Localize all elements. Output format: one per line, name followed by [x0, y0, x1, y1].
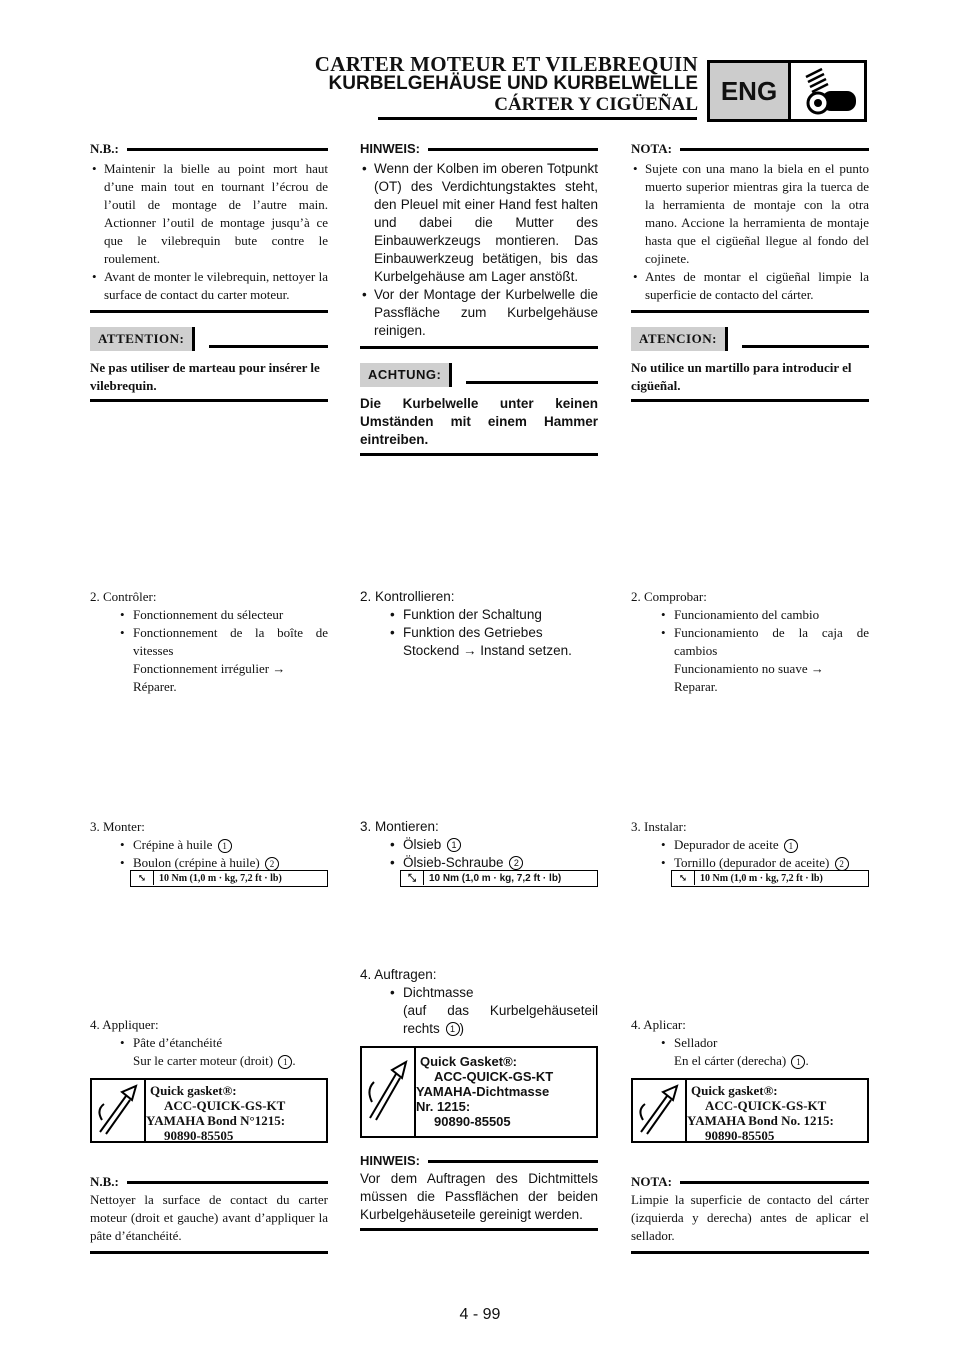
- es-warning-text: No utilice un martillo para introducir el cigüeñal.: [631, 360, 852, 393]
- es-step4-sub: En el cárter (derecha): [674, 1053, 787, 1068]
- de-sealant-code: ACC-QUICK-GS-KT: [434, 1069, 554, 1084]
- de-torque-spec: [400, 870, 598, 887]
- de-note2-label: HINWEIS:: [360, 1153, 420, 1168]
- torque-wrench-icon: ⤡: [131, 871, 154, 885]
- callout-1: 1: [447, 838, 461, 852]
- page-number: 4 - 99: [459, 1306, 501, 1323]
- title-german: KURBELGEHÄUSE UND KURBELWELLE: [328, 73, 698, 94]
- de-step3-title: 3. Montieren:: [360, 819, 439, 834]
- es-note-label: NOTA:: [631, 141, 672, 156]
- es-step-4: 4. Aplicar: • Sellador En el cárter (derecha) 1 .: [631, 1016, 869, 1070]
- section-badge: [707, 60, 867, 122]
- fr-step-2: [90, 588, 328, 696]
- es-torque-spec: [671, 870, 869, 887]
- fr-warning-end-rule: [90, 399, 328, 402]
- es-sealant-part: 90890-85505: [705, 1128, 775, 1143]
- es-note-block: [631, 140, 869, 402]
- fr-sealant-code: ACC-QUICK-GS-KT: [164, 1098, 286, 1113]
- fr-step3-item: Boulon (crépine à huile): [133, 855, 260, 870]
- fr-step-3: [90, 818, 328, 872]
- fr-sealant-part: 90890-85505: [164, 1128, 234, 1143]
- fr-step4-item: • Pâte d’étanchéité: [90, 1034, 328, 1052]
- es-note2-block: [631, 1173, 869, 1254]
- de-step2-item: • Funktion der Schaltung: [360, 606, 598, 624]
- de-note2-text: Vor dem Auftragen des Dichtmittels müssen die Passflächen der beiden Kurbelgehäuseteile gereinigt werden.: [360, 1171, 598, 1222]
- de-note-item: • Vor der Montage der Kurbelwelle die Passfläche zum Kurbelgehäuse reinigen.: [360, 286, 598, 340]
- es-note2-label: NOTA:: [631, 1174, 672, 1189]
- fr-note-item: • Avant de monter le vilebrequin, nettoyer la surface de contact du carter moteur.: [90, 268, 328, 304]
- title-spanish: CÁRTER Y CIGÜEÑAL: [494, 94, 698, 115]
- fr-step2-sub: Fonctionnement irrégulier →: [133, 661, 286, 676]
- es-step2-item: • Funcionamiento del cambio: [631, 606, 869, 624]
- sealant-tool-icon: [92, 1080, 146, 1141]
- de-sealant-part: 90890-85505: [434, 1114, 511, 1129]
- es-sealant-code: ACC-QUICK-GS-KT: [705, 1098, 827, 1113]
- callout-1: 1: [218, 839, 232, 853]
- callout-1: 1: [446, 1022, 460, 1036]
- de-note-label: HINWEIS:: [360, 141, 420, 156]
- fr-step4-sub: Sur le carter moteur (droit): [133, 1053, 274, 1068]
- es-note-item: • Antes de montar el cigüeñal limpie la superficie de contacto del cárter.: [631, 268, 869, 304]
- de-step-2: [360, 588, 598, 660]
- header-rule: [378, 117, 697, 120]
- de-step2-item: • Funktion des Getriebes: [360, 624, 598, 642]
- es-step-2: [631, 588, 869, 696]
- de-step4-item: • Dichtmasse: [360, 984, 598, 1002]
- fr-sealant-name: Quick gasket®:: [150, 1083, 237, 1098]
- es-step2-sub: Funcionamiento no suave →: [674, 661, 824, 676]
- es-step3-item: Tornillo (depurador de aceite): [674, 855, 830, 870]
- callout-1: 1: [791, 1055, 805, 1069]
- de-warning-label: ACHTUNG:: [360, 363, 452, 387]
- fr-warning-text: Ne pas utiliser de marteau pour insérer le vilebrequin.: [90, 360, 320, 393]
- de-step3-item: Ölsieb-Schraube: [403, 855, 504, 870]
- callout-2: 2: [265, 857, 279, 871]
- sealant-tool-icon: [633, 1080, 687, 1141]
- es-step3-item: Depurador de aceite: [674, 837, 779, 852]
- es-step2-title: 2. Comprobar:: [631, 589, 707, 604]
- callout-1: 1: [784, 839, 798, 853]
- torque-wrench-icon: ⤡: [401, 871, 424, 885]
- fr-step3-item: Crépine à huile: [133, 837, 213, 852]
- fr-sealant-box: [90, 1078, 328, 1143]
- es-step2-sub: Reparar.: [674, 679, 718, 694]
- fr-note-block: [90, 140, 328, 402]
- de-step4-title: 4. Auftragen:: [360, 967, 437, 982]
- es-sealant-name: Quick gasket®:: [691, 1083, 778, 1098]
- fr-step2-sub: Réparer.: [133, 679, 177, 694]
- fr-note-end-rule: [90, 310, 328, 313]
- callout-1: 1: [278, 1055, 292, 1069]
- de-sealant-box: [360, 1046, 598, 1138]
- fr-note-item: • Maintenir la bielle au point mort haut d’une main tout en tournant l’écrou de l’outil de montage de l’autre main. Actionner l’outil de montage jusqu’à ce que le vilebrequin bute contre le roulement.: [90, 160, 328, 268]
- de-note-block: [360, 140, 598, 456]
- badge-label: ENG: [710, 63, 791, 119]
- de-sealant-name: Quick Gasket®:: [420, 1054, 518, 1069]
- es-step3-title: 3. Instalar:: [631, 819, 687, 834]
- de-sealant-no: Nr. 1215:: [416, 1099, 471, 1114]
- fr-note2-text: Nettoyer la surface de contact du carter moteur (droit et gauche) avant d’appliquer la pâte d’étanchéité.: [90, 1192, 328, 1243]
- callout-2: 2: [509, 856, 523, 870]
- es-step-3: [631, 818, 869, 872]
- fr-step3-title: 3. Monter:: [90, 819, 145, 834]
- fr-note2-label: N.B.:: [90, 1174, 119, 1189]
- de-step3-item: Ölsieb: [403, 837, 442, 852]
- sealant-tool-icon: [362, 1048, 416, 1136]
- fr-step-4: 4. Appliquer: • Pâte d’étanchéité Sur le carter moteur (droit) 1 .: [90, 1016, 328, 1070]
- de-warning-text: Die Kurbelwelle unter keinen Umständen mit einem Hammer eintreiben.: [360, 396, 598, 447]
- fr-torque-spec: [130, 870, 328, 887]
- de-step2-title: 2. Kontrollieren:: [360, 589, 455, 604]
- callout-2: 2: [835, 857, 849, 871]
- fr-note-label: N.B.:: [90, 141, 119, 156]
- es-step4-item: • Sellador: [631, 1034, 869, 1052]
- de-step2-sub: Stockend → Instand setzen.: [403, 643, 572, 658]
- title-french: CARTER MOTEUR ET VILEBREQUIN: [314, 52, 698, 76]
- de-note-item: • Wenn der Kolben im oberen Totpunkt (OT) des Verdichtungstaktes steht, den Pleuel mit einer Hand fest halten und dabei die Mutter des Einbauwerkzeugs montieren. Das Einbauwerkzeug betätigen, bis das Kurbelgehäuse am Lager anstößt.: [360, 160, 598, 286]
- torque-wrench-icon: ⤡: [672, 871, 695, 885]
- engine-crankshaft-icon: [792, 65, 864, 117]
- de-note2-block: [360, 1152, 598, 1231]
- fr-step4-title: 4. Appliquer:: [90, 1017, 159, 1032]
- fr-sealant-bond: YAMAHA Bond N°1215:: [146, 1113, 286, 1128]
- es-step4-title: 4. Aplicar:: [631, 1017, 686, 1032]
- es-note2-text: Limpie la superficie de contacto del cárter (izquierda y derecha) antes de aplicar el sellador.: [631, 1192, 869, 1243]
- es-torque-value: 10 Nm (1,0 m · kg, 7,2 ft · lb): [700, 873, 823, 884]
- fr-step2-title: 2. Contrôler:: [90, 589, 157, 604]
- fr-warning-label: ATTENTION:: [90, 327, 195, 351]
- de-step-3: [360, 818, 598, 872]
- de-step4-sub: (auf das Kurbelgehäuseteil rechts: [403, 1003, 598, 1036]
- es-note-item: • Sujete con una mano la biela en el punto muerto superior mientras gira la tuerca de la herramienta de montaje con la otra mano. Accione la herramienta de montaje hasta que el cigüeñal llegue al fondo del cojinete.: [631, 160, 869, 268]
- de-torque-value: 10 Nm (1,0 m · kg, 7,2 ft · lb): [429, 873, 562, 884]
- de-step-4: 4. Auftragen: • Dichtmasse (auf das Kurbelgehäuseteil rechts 1 ): [360, 966, 598, 1038]
- fr-torque-value: 10 Nm (1,0 m · kg, 7,2 ft · lb): [159, 873, 282, 884]
- es-sealant-bond: YAMAHA Bond No. 1215:: [687, 1113, 834, 1128]
- es-step2-item: • Funcionamiento de la caja de cambios: [631, 624, 869, 660]
- es-warning-label: ATENCION:: [631, 327, 728, 351]
- es-sealant-box: [631, 1078, 869, 1143]
- fr-step2-item: • Fonctionnement du sélecteur: [90, 606, 328, 624]
- fr-step2-item: • Fonctionnement de la boîte de vitesses: [90, 624, 328, 660]
- de-sealant-bond: YAMAHA-Dichtmasse: [416, 1084, 550, 1099]
- fr-note2-block: [90, 1173, 328, 1254]
